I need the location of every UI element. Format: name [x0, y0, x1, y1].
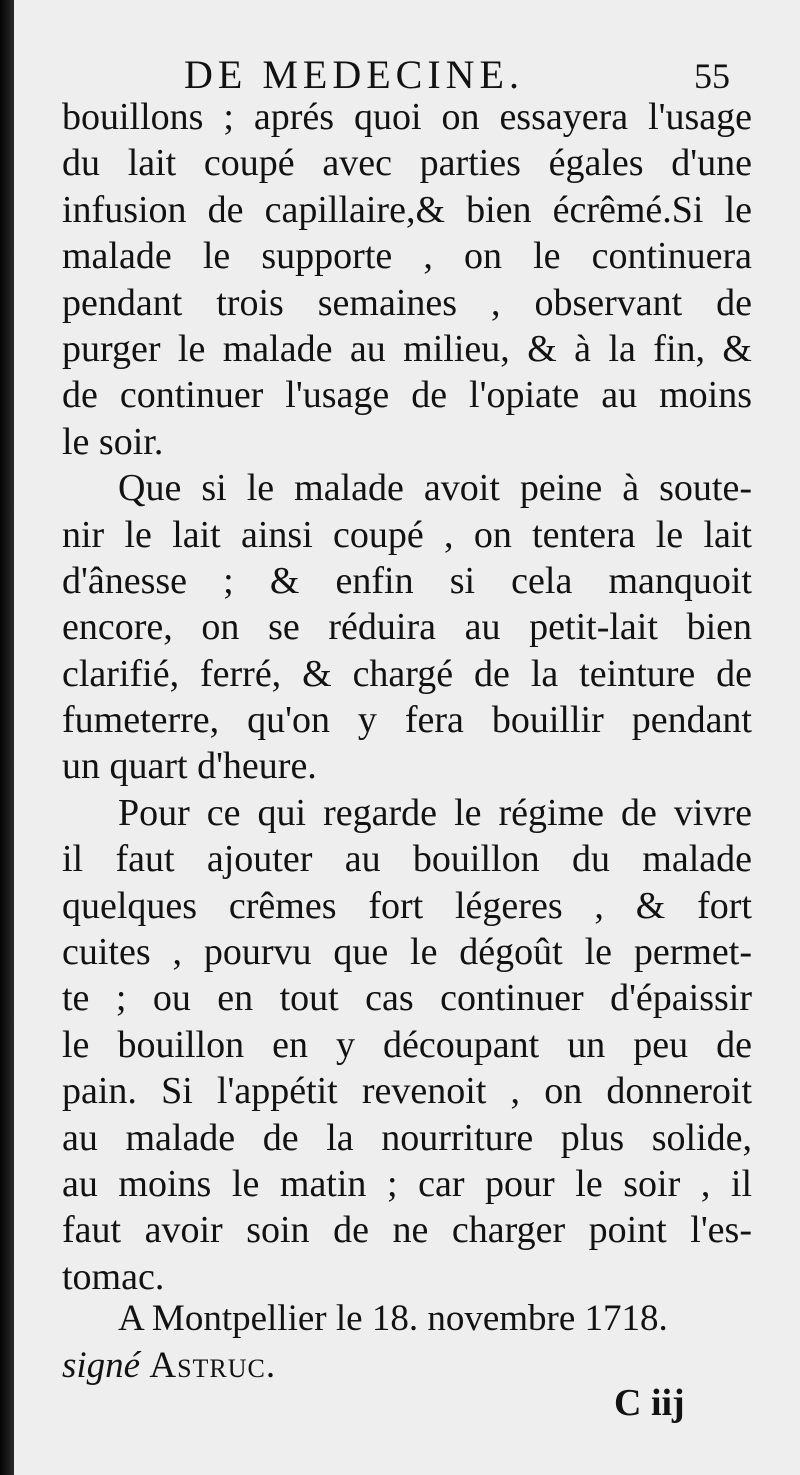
paragraph-1 [62, 94, 752, 465]
text-line: au moins le matin ; car pour le soir , il [62, 1162, 752, 1205]
text-line: pain. Si l'appétit revenoit , on donneroit [62, 1070, 752, 1113]
text-line: d'ânesse ; & enfin si cela manquoit [62, 559, 752, 602]
book-page [14, 0, 800, 1475]
text-line: cuites , pourvu que le dégoût le permet- [62, 931, 752, 974]
text-line: pendant trois semaines , observant de [62, 281, 752, 324]
paragraph-2 [62, 465, 752, 790]
text-line: le soir. [62, 420, 164, 463]
closing-block [62, 1296, 762, 1390]
text-line: nir le lait ainsi coupé , on tentera le lait [62, 513, 752, 556]
text-line: Que si le malade avoit peine à soute- [118, 467, 752, 510]
text-line: clarifié, ferré, & chargé de la teinture de [62, 652, 752, 695]
running-title: DE MEDECINE. [184, 52, 524, 97]
text-line: du lait coupé avec parties égales d'une [62, 142, 752, 185]
text-line: infusion de capillaire,& bien écrêmé.Si le [62, 188, 752, 231]
text-line: au malade de la nourriture plus solide, [62, 1116, 752, 1159]
text-line: il faut ajouter au bouillon du malade [62, 838, 752, 881]
text-line: faut avoir soin de ne charger point l'es- [62, 1209, 752, 1252]
text-line: quelques crêmes fort légeres , & fort [62, 884, 752, 927]
text-line: le bouillon en y découpant un peu de [62, 1023, 752, 1066]
text-line: malade le supporte , on le continuera [62, 235, 752, 278]
text-line: de continuer l'usage de l'opiate au moins [62, 374, 752, 417]
text-line: encore, on se réduira au petit-lait bien [62, 606, 752, 649]
text-line: bouillons ; aprés quoi on essayera l'usage [62, 96, 752, 138]
signature-mark: C iij [614, 1382, 685, 1424]
page-number: 55 [694, 56, 730, 96]
text-line: Pour ce qui regarde le régime de vivre [118, 791, 752, 834]
signer-name: Astruc. [149, 1345, 277, 1386]
text-line: tomac. [62, 1255, 165, 1298]
paragraph-3 [62, 790, 752, 1300]
body-text [62, 94, 752, 1300]
text-line: te ; ou en tout cas continuer d'épaissir [62, 977, 752, 1020]
signed-word: signé [62, 1345, 141, 1386]
text-line: un quart d'heure. [62, 745, 317, 788]
text-line: purger le malade au milieu, & à la fin, & [62, 327, 752, 370]
text-line: fumeterre, qu'on y fera bouillir pendant [62, 699, 752, 742]
book-gutter [0, 0, 14, 1475]
date-line: A Montpellier le 18. novembre 1718. [118, 1298, 668, 1339]
